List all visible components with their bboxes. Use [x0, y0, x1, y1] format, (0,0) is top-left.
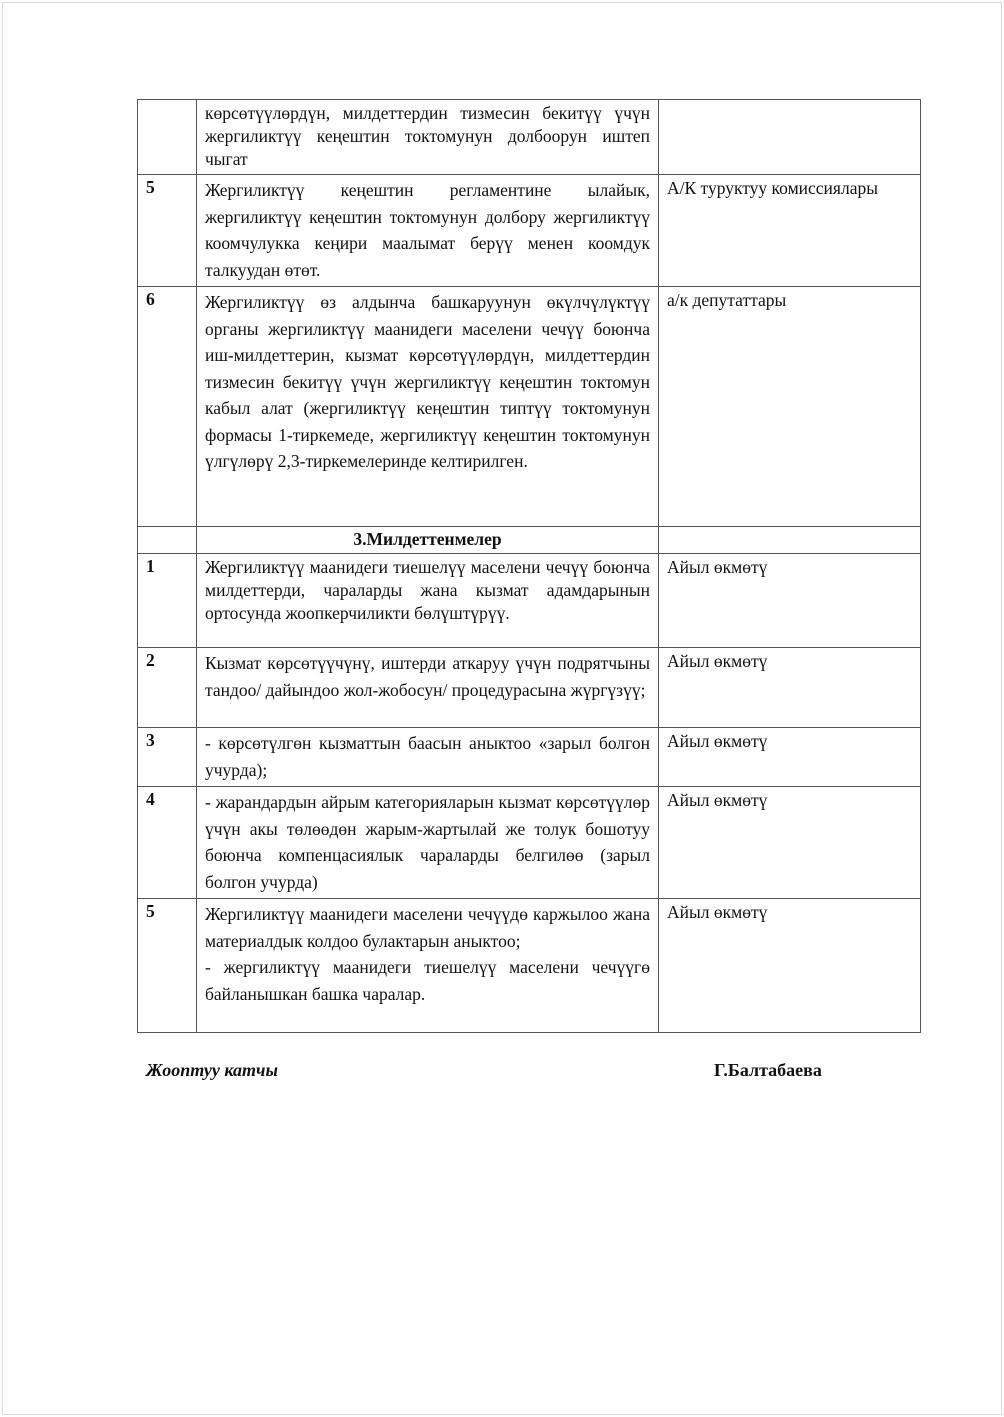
- row-responsible: А/К туруктуу комиссиялары: [659, 175, 921, 287]
- table-row: [138, 554, 921, 648]
- table-row: [138, 899, 921, 1033]
- table-row: [138, 175, 921, 287]
- row-responsible: [659, 100, 921, 175]
- row-text-extra: - жергиликтүү маанидеги тиешелүү маселени чечүүгө байланышкан башка чаралар.: [205, 957, 650, 1004]
- section-responsible-cell: [659, 527, 921, 554]
- row-responsible: Айыл өкмөтү: [659, 728, 921, 787]
- row-text: - жарандардын айрым категорияларын кызмат көрсөтүүлөр үчүн акы төлөөдөн жарым-жартылай же толук бошотуу боюнча компенцасиялык чараларды белгилөө (зарыл болгон учурда): [197, 787, 659, 899]
- row-responsible: а/к депутаттары: [659, 287, 921, 527]
- section-title: 3.Милдеттенмелер: [197, 527, 659, 554]
- section-number-cell: [138, 527, 197, 554]
- table-row: [138, 728, 921, 787]
- row-responsible: Айыл өкмөтү: [659, 648, 921, 728]
- signature-name: Г.Балтабаева: [714, 1060, 822, 1080]
- row-text-cell: [197, 899, 659, 1033]
- table-row: [138, 287, 921, 527]
- signature-role: Жооптуу катчы: [146, 1060, 278, 1080]
- row-number: 1: [138, 554, 197, 648]
- table-row: [138, 787, 921, 899]
- row-number: 4: [138, 787, 197, 899]
- table-row: [138, 648, 921, 728]
- row-text: көрсөтүүлөрдүн, милдеттердин тизмесин бекитүү үчүн жергиликтүү кеңештин токтомунун долбоорун иштеп чыгат: [197, 100, 659, 175]
- row-responsible: Айыл өкмөтү: [659, 554, 921, 648]
- row-text: Жергиликтүү өз алдынча башкаруунун өкүлчүлүктүү органы жергиликтүү маанидеги маселени чечүү боюнча иш-милдеттерин, кызмат көрсөтүүлөрдүн, милдеттердин тизмесин бекитүү үчүн жергиликтүү кеңештин токтомун кабыл алат (жергиликтүү кеңештин типтүү токтомунун формасы 1-тиркемеде, жергиликтүү кеңештин токтомунун үлгүлөрү 2,3-тиркемелеринде келтирилген.: [197, 287, 659, 527]
- section-row: [138, 527, 921, 554]
- row-text: Жергиликтүү кеңештин регламентине ылайык, жергиликтүү кеңештин токтомунун долбору жергиликтүү коомчулукка кеңири маалымат берүү менен коомдук талкуудан өтөт.: [197, 175, 659, 287]
- row-number: 5: [138, 899, 197, 1033]
- table-row: [138, 100, 921, 175]
- row-number: 6: [138, 287, 197, 527]
- row-text: Кызмат көрсөтүүчүнү, иштерди аткаруу үчүн подрятчыны тандоо/ дайындоо жол-жобосун/ процедурасына жүргүзүү;: [197, 648, 659, 728]
- row-number: 2: [138, 648, 197, 728]
- row-number: 5: [138, 175, 197, 287]
- row-responsible: Айыл өкмөтү: [659, 787, 921, 899]
- document-table: [137, 99, 921, 1033]
- row-number: 3: [138, 728, 197, 787]
- row-number: [138, 100, 197, 175]
- row-responsible: Айыл өкмөтү: [659, 899, 921, 1033]
- row-text: Жергиликтүү маанидеги маселени чечүүдө каржылоо жана материалдык колдоо булактарын аныктоо;: [205, 904, 650, 951]
- row-text: - көрсөтүлгөн кызматтын баасын аныктоо «зарыл болгон учурда);: [197, 728, 659, 787]
- row-text: Жергиликтүү маанидеги тиешелүү маселени чечүү боюнча милдеттерди, чараларды жана кызмат адамдарынын ортосунда жоопкерчиликти бөлүштүрүү.: [197, 554, 659, 648]
